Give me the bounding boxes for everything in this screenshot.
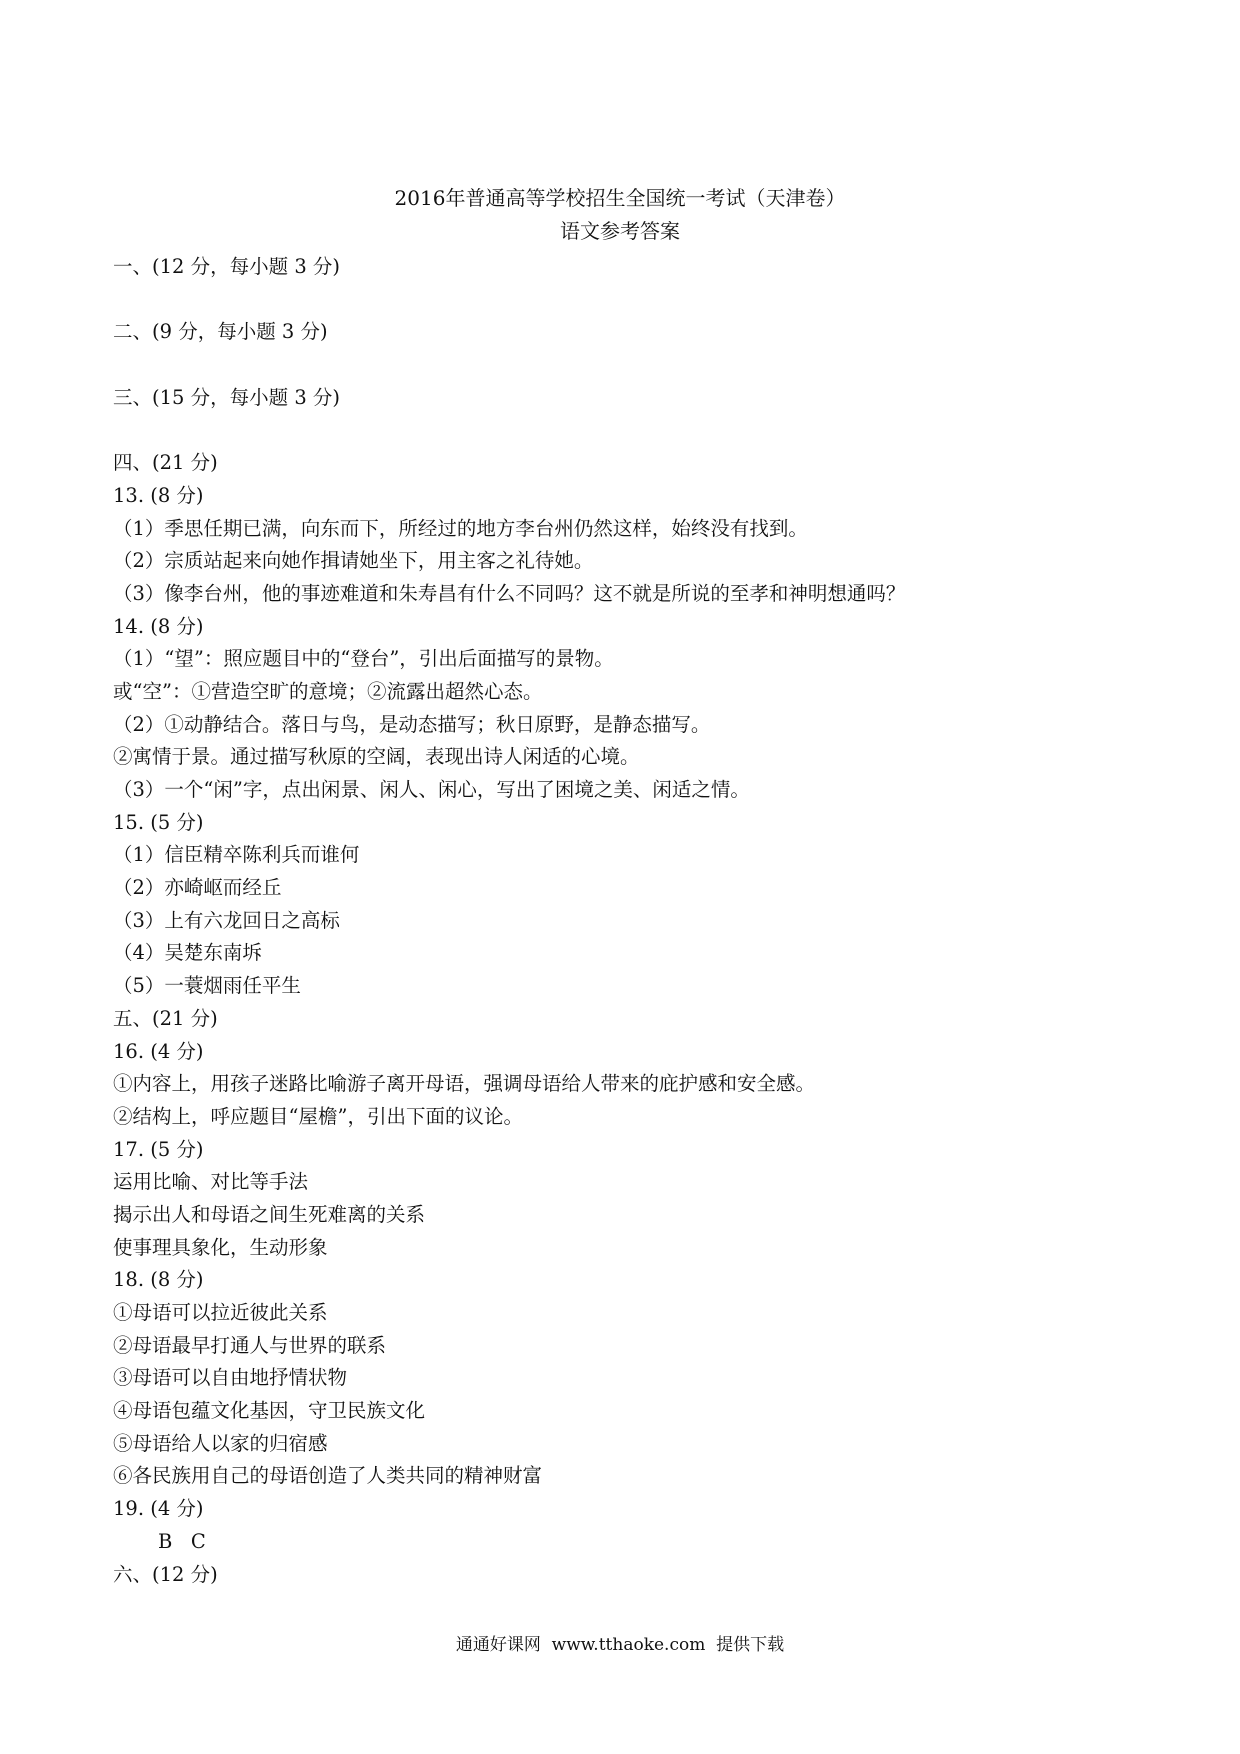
q14-answer-3: （3）一个“闲”字，点出闲景、闲人、闲心，写出了困境之美、闲适之情。 bbox=[113, 778, 750, 801]
section-heading-6: 六、(12 分) bbox=[113, 1562, 218, 1586]
answer-row-1-4 bbox=[113, 284, 1133, 317]
page-title: 2016年普通高等学校招生全国统一考试（天津卷） bbox=[394, 186, 846, 210]
q17-answer-3: 使事理具象化，生动形象 bbox=[113, 1235, 328, 1259]
page-subtitle: 语文参考答案 bbox=[560, 219, 680, 243]
question-13-heading: 13. (8 分) bbox=[113, 483, 204, 507]
question-18-heading: 18. (8 分) bbox=[113, 1268, 204, 1292]
q18-answer-1: ①母语可以拉近彼此关系 bbox=[113, 1301, 328, 1324]
q13-answer-3: （3）像李台州，他的事迹难道和朱寿昌有什么不同吗？这不就是所说的至孝和神明想通吗？ bbox=[113, 581, 906, 605]
q15-answer-1: （1）信臣精卒陈利兵而谁何 bbox=[113, 843, 360, 867]
q17-answer-1: 运用比喻、对比等手法 bbox=[113, 1170, 309, 1194]
q16-answer-1: ①内容上，用孩子迷路比喻游子离开母语，强调母语给人带来的庇护感和安全感。 bbox=[113, 1072, 816, 1096]
q18-answer-5: ⑤母语给人以家的归宿感 bbox=[113, 1431, 328, 1455]
section-heading-3: 三、(15 分，每小题 3 分) bbox=[113, 385, 341, 409]
question-19-heading: 19. (4 分) bbox=[113, 1497, 204, 1521]
q16-answer-2: ②结构上，呼应题目“屋檐”，引出下面的议论。 bbox=[113, 1104, 523, 1128]
q15-answer-4: （4）吴楚东南坼 bbox=[113, 941, 262, 965]
q14-answer-2: （2）①动静结合。落日与鸟，是动态描写；秋日原野，是静态描写。 bbox=[113, 712, 711, 736]
section-heading-5: 五、(21 分) bbox=[113, 1006, 218, 1030]
q17-answer-2: 揭示出人和母语之间生死难离的关系 bbox=[113, 1202, 426, 1226]
q14-answer-1: （1）“望”：照应题目中的“登台”，引出后面描写的景物。 bbox=[113, 647, 614, 671]
answer-row-5-7 bbox=[113, 349, 1133, 382]
question-14-heading: 14. (8 分) bbox=[113, 614, 204, 638]
section-heading-2: 二、(9 分，每小题 3 分) bbox=[113, 320, 328, 344]
section-heading-1: 一、(12 分，每小题 3 分) bbox=[113, 255, 341, 278]
q15-answer-3: （3）上有六龙回日之高标 bbox=[113, 908, 340, 932]
q14-answer-1-alt: 或“空”：①营造空旷的意境；②流露出超然心态。 bbox=[113, 679, 543, 703]
q18-answer-6: ⑥各民族用自己的母语创造了人类共同的精神财富 bbox=[113, 1464, 543, 1488]
q18-answer-4: ④母语包蕴文化基因，守卫民族文化 bbox=[113, 1399, 426, 1423]
question-17-heading: 17. (5 分) bbox=[113, 1137, 204, 1161]
answer-row-8-12 bbox=[113, 414, 1133, 447]
question-16-heading: 16. (4 分) bbox=[113, 1039, 204, 1063]
q14-answer-2-cont: ②寓情于景。通过描写秋原的空阔，表现出诗人闲适的心境。 bbox=[113, 745, 640, 769]
q13-answer-1: （1）季思任期已满，向东而下，所经过的地方李台州仍然这样，始终没有找到。 bbox=[113, 516, 808, 540]
question-15-heading: 15. (5 分) bbox=[113, 810, 204, 834]
q13-answer-2: （2）宗质站起来向她作揖请她坐下，用主客之礼待她。 bbox=[113, 549, 594, 573]
q18-answer-3: ③母语可以自由地抒情状物 bbox=[113, 1366, 348, 1390]
q18-answer-2: ②母语最早打通人与世界的联系 bbox=[113, 1333, 387, 1357]
page-footer: 通通好课网 www.tthaoke.com 提供下载 bbox=[455, 1635, 785, 1655]
q15-answer-2: （2）亦崎岖而经丘 bbox=[113, 876, 282, 900]
q15-answer-5: （5）一蓑烟雨任平生 bbox=[113, 974, 301, 998]
answer-content bbox=[113, 251, 1133, 1591]
section-heading-4: 四、(21 分) bbox=[113, 451, 218, 475]
q19-answer: B C bbox=[158, 1529, 206, 1553]
